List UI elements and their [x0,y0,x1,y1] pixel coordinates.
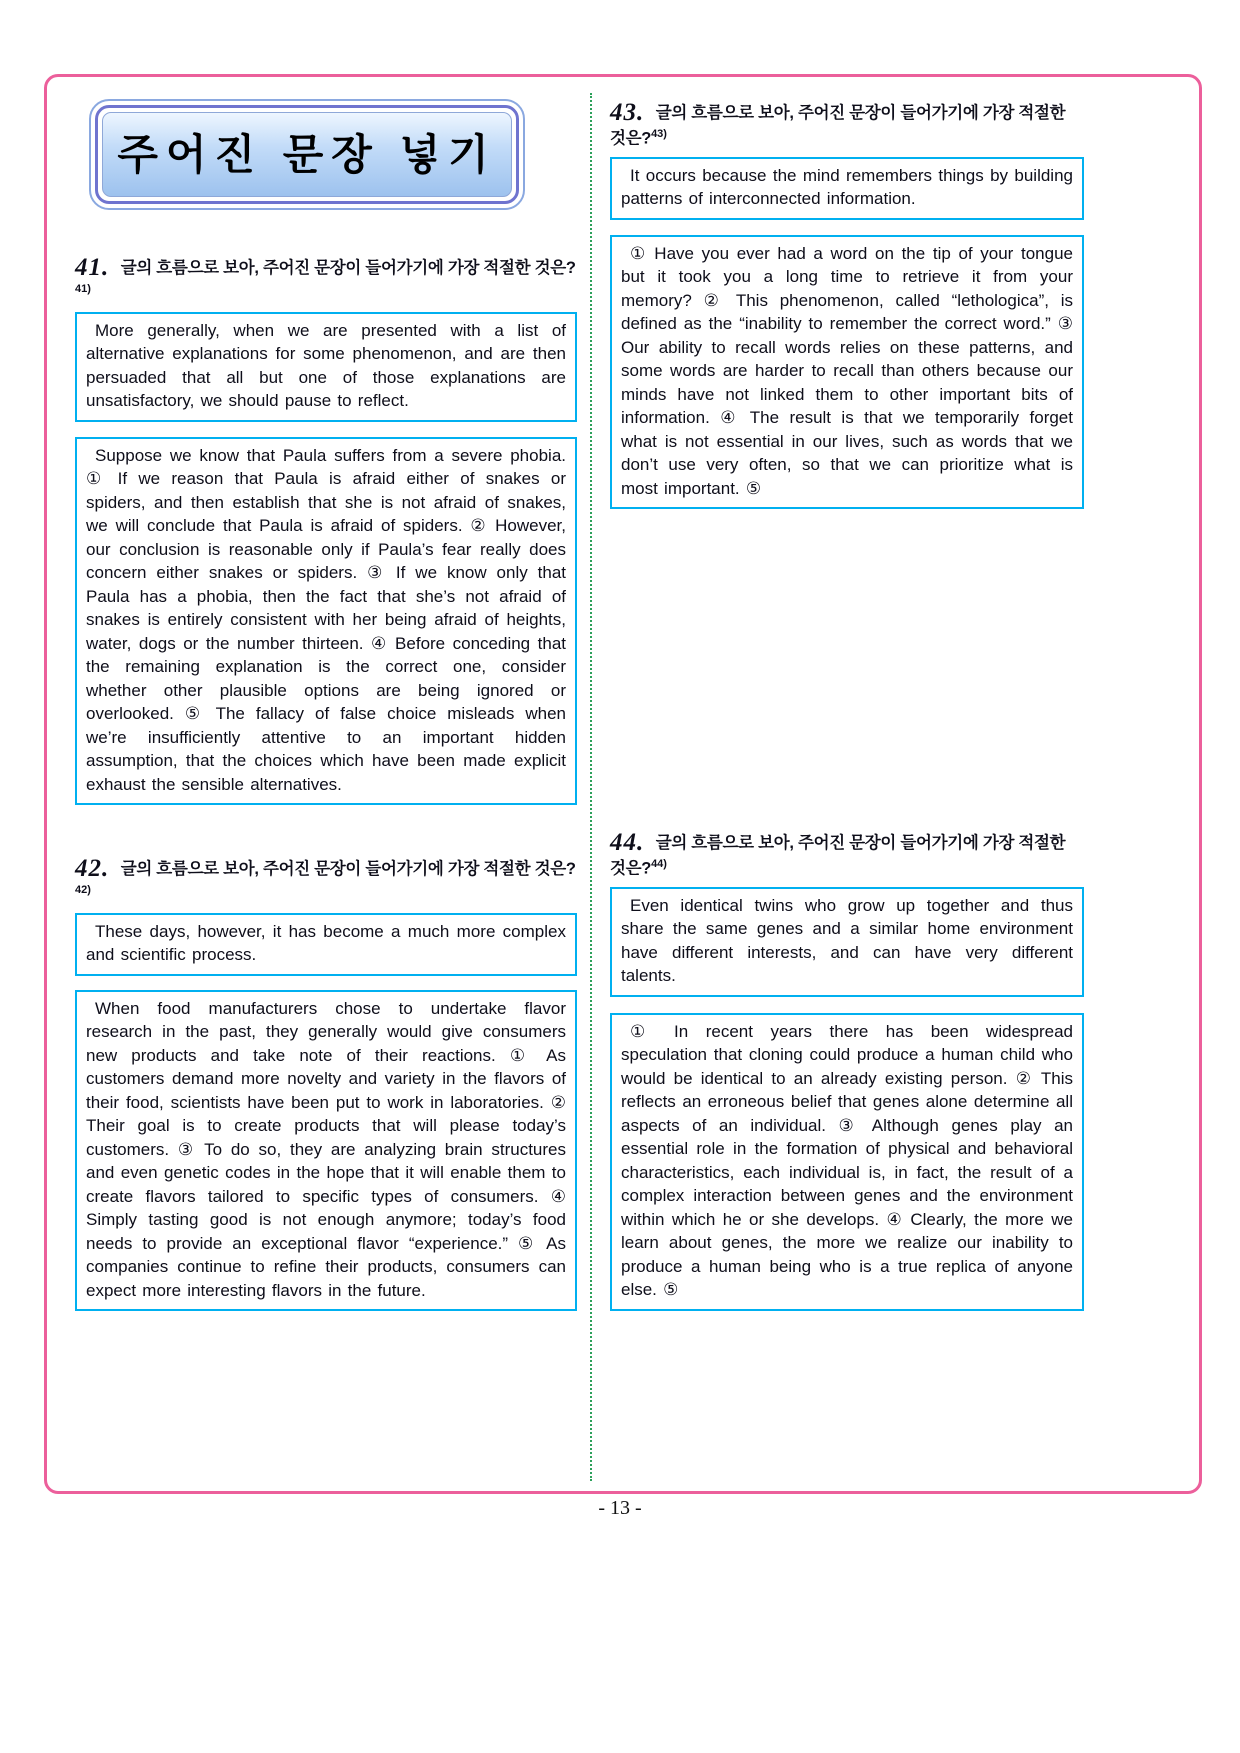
question-44-prompt: 글의 흐름으로 보아, 주어진 문장이 들어가기에 가장 적절한 것은? [610,834,1066,878]
question-42-passage-text: When food manufacturers chose to undertake flavor research in the past, they generally would give consumers new products and take note of their reactions. ① As customers demand more novelty and variety in the flavors of their food, scientists have been put to work in laboratories. ② Their goal is to create products that will please today’s customers. ③ To do so, they are analyzing brain structures and even genetic codes in the hope that it will enable them to create flavors tailored to specific types of consumers. ④ Simply tasting good is not enough anymore; today’s food needs to provide an exceptional flavor “experience.” ⑤ As companies continue to refine their products, consumers can expect more interesting flavors in the future. [86,998,566,1300]
section-title-box [89,99,525,210]
question-44 [610,827,1084,1311]
question-42-ref: 42) [75,884,91,897]
question-43-prompt: 글의 흐름으로 보아, 주어진 문장이 들어가기에 가장 적절한 것은? [610,104,1066,148]
question-43-passage-box [610,235,1084,510]
question-41-passage-text: Suppose we know that Paula suffers from a severe phobia. ① If we reason that Paula is afraid either of snakes or spiders, and then establish that she is not afraid of snakes, we will conclude that Paula is afraid of spiders. ② However, our conclusion is reasonable only if Paula’s fear really does concern either snakes or spiders. ③ If we know only that Paula has a phobia, then the fact that she’s not afraid of snakes is entirely consistent with her being afraid of heights, water, dogs or the number thirteen. ④ Before conceding that the remaining explanation is the correct one, consider whether other plausible options are being ignored or overlooked. ⑤ The fallacy of false choice misleads when we’re insufficiently attentive to an important hidden assumption, that the choices which have been made explicit exhaust the sensible alternatives. [86,445,566,794]
section-title: 주어진 문장 넣기 [102,112,512,197]
column-divider-line [590,93,592,1481]
question-42-prompt: 글의 흐름으로 보아, 주어진 문장이 들어가기에 가장 적절한 것은? [120,860,576,879]
title-mid-border [95,105,519,204]
question-41 [75,252,577,805]
question-44-ref: 44) [651,858,667,871]
question-41-given-text: More generally, when we are presented with a list of alternative explanations for some phenomenon, and are then persuaded that all but one of those explanations are unsatisfactory, we should pause to reflect. [86,320,566,411]
question-43-passage-text: ① Have you ever had a word on the tip of your tongue but it took you a long time to retrieve it from your memory? ② This phenomenon, called “lethologica”, is defined as the “inability to remember the correct word.” ③ Our ability to recall words relies on these patterns, and some words are harder to recall than others because our minds have not linked them to other important bits of information. ④ The result is that we temporarily forget what is not essential in our lives, such as words that we don’t use very often, so that we can prioritize what is most important. ⑤ [621,243,1073,498]
question-44-given-box [610,887,1084,997]
left-column [47,77,577,1491]
question-42-passage-box [75,990,577,1312]
question-43-ref: 43) [651,128,667,141]
question-41-prompt: 글의 흐름으로 보아, 주어진 문장이 들어가기에 가장 적절한 것은? [120,259,576,277]
page-frame [44,74,1202,1494]
question-43-given-box [610,157,1084,220]
question-42-given-text: These days, however, it has become a much more complex and scientific process. [86,921,566,965]
question-43-given-text: It occurs because the mind remembers things by building patterns of interconnected information. [621,165,1073,209]
question-42 [75,853,577,1311]
question-41-header [75,252,577,305]
question-41-given-box [75,312,577,422]
question-42-given-box [75,913,577,976]
question-44-given-text: Even identical twins who grow up together and thus share the same genes and a similar home environment have different interests, and can have very different talents. [621,895,1073,986]
question-42-header [75,853,577,906]
question-43-header [610,97,1084,150]
right-column [602,77,1084,1491]
question-41-passage-box [75,437,577,806]
page-number: - 13 - [598,1497,642,1519]
question-42-number: 42. [75,855,110,883]
question-43 [610,97,1084,509]
title-outer-border [89,99,525,210]
question-41-number: 41. [75,254,110,281]
question-44-passage-box [610,1013,1084,1311]
question-44-header [610,827,1084,880]
question-44-passage-text: ① In recent years there has been widespread speculation that cloning could produce a human child who would be identical to an already existing person. ② This reflects an erroneous belief that genes alone determine all aspects of an individual. ③ Although genes play an essential role in the formation of physical and behavioral characteristics, each individual is, in fact, the result of a complex interaction between genes and the environment within which he or she develops. ④ Clearly, the more we learn about genes, the more we realize our inability to produce a human being who is a true replica of anyone else. ⑤ [621,1021,1073,1300]
question-41-ref: 41) [75,283,91,296]
question-44-number: 44. [610,829,645,857]
question-43-number: 43. [610,99,645,126]
